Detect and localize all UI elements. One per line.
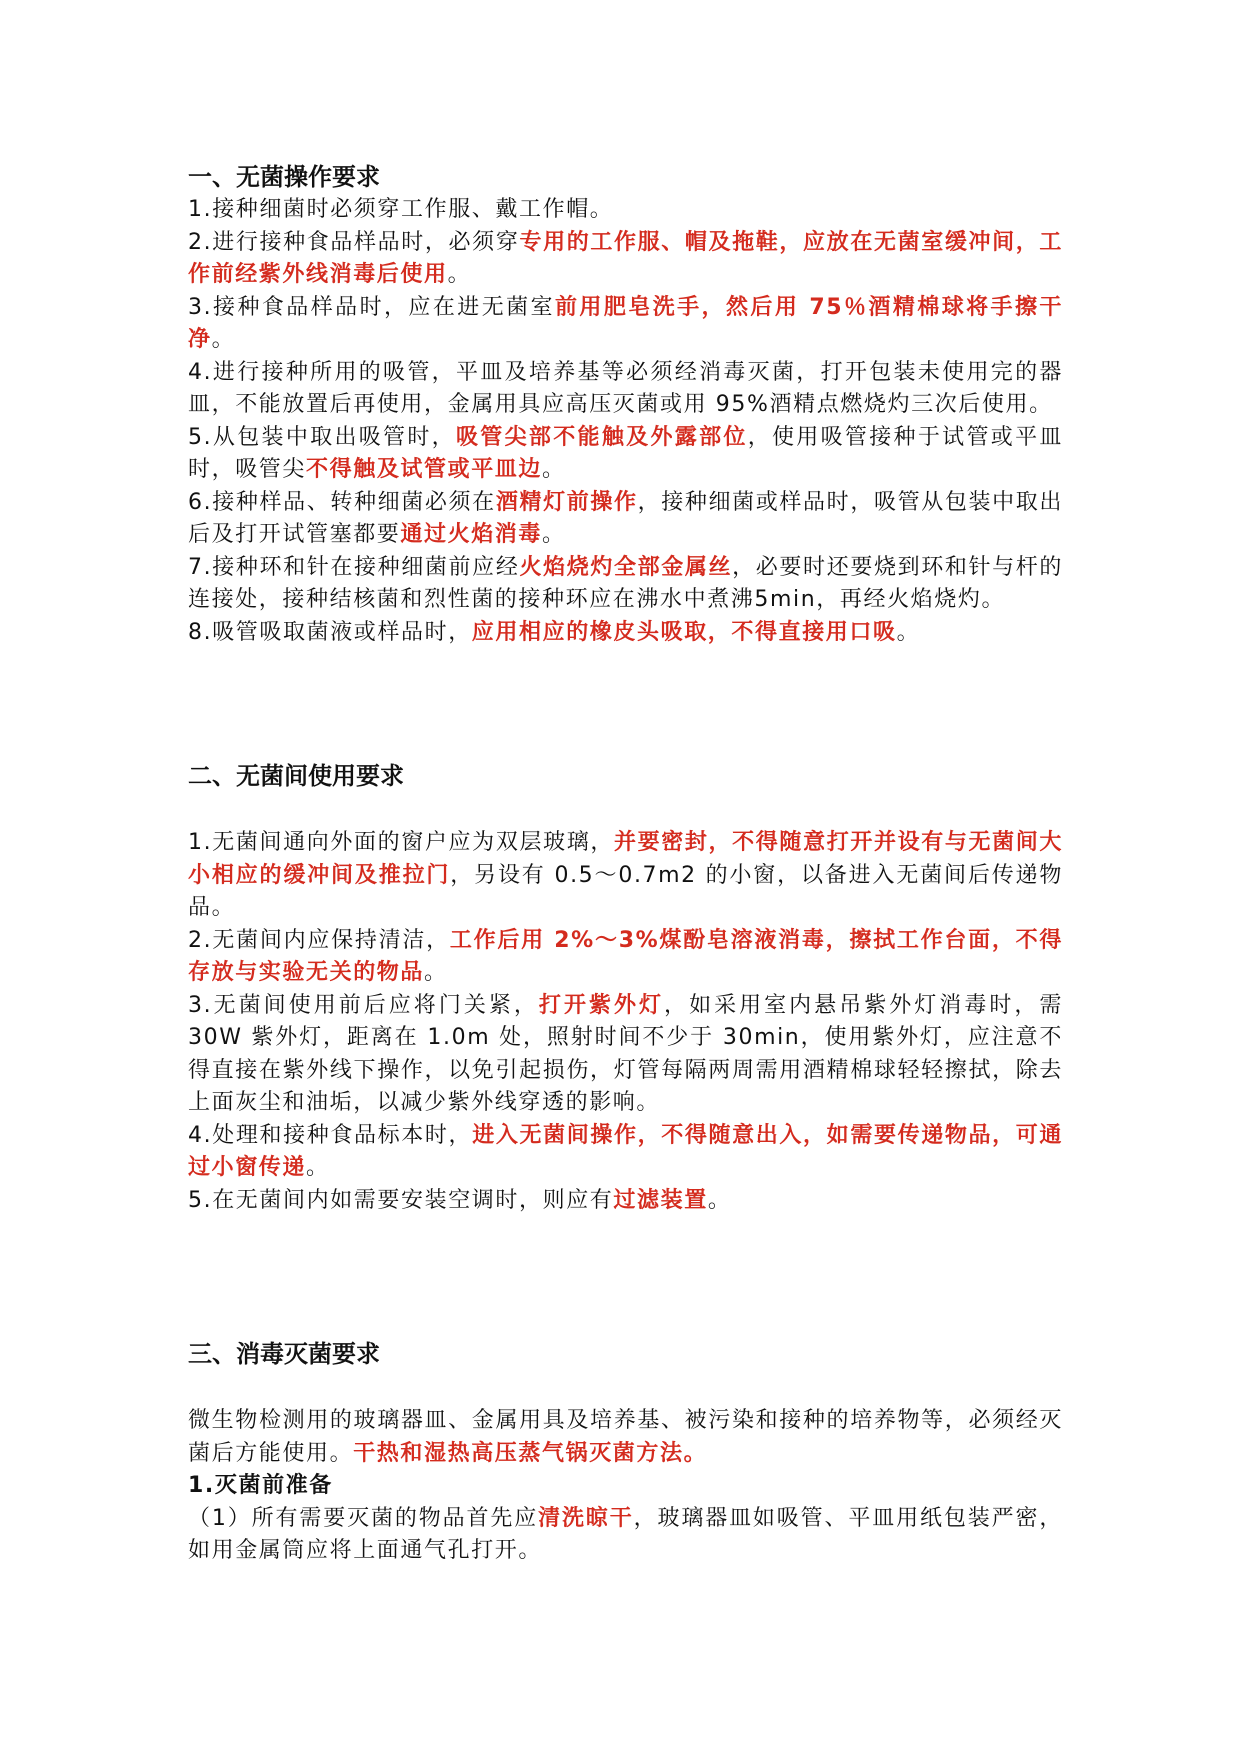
paragraph [188, 1405, 1063, 1470]
body-text: 。 [447, 262, 472, 287]
highlighted-text: 专用的工作服、帽及拖鞋，应放在无菌室缓冲间，工作前经紫外线消毒后使用 [188, 229, 1063, 287]
highlighted-text: 工作后用 2%～3%煤酚皂溶液消毒，擦拭工作台面，不得存放与实验无关的物品 [188, 927, 1063, 985]
paragraph [188, 925, 1063, 990]
section-3-subheading: 1.灭菌前准备 [188, 1473, 333, 1498]
body-text: 4.处理和接种食品标本时， [188, 1122, 473, 1148]
paragraph [188, 617, 1063, 650]
body-text: ，必要时还要烧到环和针与杆的连接处，接种结核菌和烈性菌的接种环应在沸水中煮沸5min，再经火焰烧灼。 [188, 554, 1063, 612]
body-text: 。 [424, 960, 448, 985]
body-text: ，玻璃器皿如吸管、平皿用纸包装严密，如用金属筒应将上面通气孔打开。 [188, 1505, 1063, 1563]
highlighted-text: 不得触及试管或平皿边 [306, 457, 543, 482]
paragraph [188, 552, 1063, 617]
body-text: ，另设有 0.5～0.7m2 的小窗，以备进入无菌间后传递物品。 [188, 862, 1064, 920]
paragraph [188, 990, 1063, 1120]
paragraph [188, 357, 1063, 422]
body-text: 1.无菌间通向外面的窗户应为双层玻璃， [188, 830, 614, 855]
section-2-title: 二、无菌间使用要求 [188, 762, 404, 790]
body-text: ，如采用室内悬吊紫外灯消毒时，需 30W 紫外灯，距离在 1.0m 处，照射时间不少于 30min，使用紫外灯，应注意不得直接在紫外线下操作，以免引起损伤，灯管每隔两周需用酒精棉球轻轻擦拭，除去上面灰尘和油垢，以减少紫外线穿透的影响。 [188, 992, 1063, 1115]
body-text: 。 [542, 457, 566, 482]
body-text: 3.无菌间使用前后应将门关紧， [188, 992, 539, 1018]
paragraph [188, 422, 1063, 487]
highlighted-text: 通过火焰消毒 [400, 522, 543, 547]
body-text: 。 [211, 327, 236, 352]
section-3-title: 三、消毒灭菌要求 [188, 1340, 380, 1368]
paragraph [188, 292, 1063, 357]
body-text: 6.接种样品、转种细菌必须在 [188, 489, 496, 515]
highlighted-text: 吸管尖部不能触及外露部位 [455, 424, 748, 450]
body-text: 。 [896, 619, 921, 645]
body-text: 8.吸管吸取菌液或样品时， [188, 619, 472, 645]
body-text: 。 [306, 1155, 330, 1180]
highlighted-text: 火焰烧灼全部金属丝 [519, 554, 733, 580]
highlighted-text: 前用肥皂洗手，然后用 75％酒精棉球将手擦干净 [188, 294, 1064, 352]
highlighted-text: 应用相应的橡皮头吸取，不得直接用口吸 [471, 619, 897, 645]
body-text: 1.接种细菌时必须穿工作服、戴工作帽。 [188, 197, 614, 222]
paragraph [188, 227, 1063, 292]
body-text: 2.无菌间内应保持清洁， [188, 927, 450, 953]
section-1-title: 一、无菌操作要求 [188, 163, 380, 191]
paragraph [188, 827, 1063, 925]
highlighted-text: 酒精灯前操作 [495, 489, 638, 515]
section-3-body-2 [188, 1503, 1063, 1568]
section-3-body [188, 1405, 1063, 1470]
body-text: 5.从包装中取出吸管时， [188, 424, 456, 450]
section-2-body [188, 827, 1063, 1217]
body-text: 3.接种食品样品时，应在进无菌室 [188, 294, 555, 320]
body-text: 2.进行接种食品样品时，必须穿 [188, 229, 520, 255]
body-text: 微生物检测用的玻璃器皿、金属用具及培养基、被污染和接种的培养物等，必须经灭菌后方能使用。 [188, 1408, 1063, 1466]
section-1-body [188, 194, 1063, 649]
highlighted-text: 干热和湿热高压蒸气锅灭菌方法。 [353, 1440, 708, 1466]
highlighted-text: 过滤装置 [613, 1187, 708, 1213]
paragraph [188, 487, 1063, 552]
body-text: （1）所有需要灭菌的物品首先应 [188, 1505, 539, 1531]
body-text: ，接种细菌或样品时，吸管从包装中取出后及打开试管塞都要 [188, 489, 1063, 547]
highlighted-text: 并要密封，不得随意打开并设有与无菌间大小相应的缓冲间及推拉门 [188, 830, 1063, 888]
body-text: 5.在无菌间内如需要安装空调时，则应有 [188, 1187, 614, 1213]
paragraph [188, 1120, 1063, 1185]
body-text: 。 [542, 522, 566, 547]
paragraph [188, 1185, 1063, 1218]
body-text: 。 [707, 1187, 732, 1213]
highlighted-text: 进入无菌间操作，不得随意出入，如需要传递物品，可通过小窗传递 [188, 1122, 1063, 1180]
highlighted-text: 清洗晾干 [538, 1505, 634, 1531]
paragraph [188, 194, 1063, 227]
highlighted-text: 打开紫外灯 [538, 992, 665, 1018]
body-text: 4.进行接种所用的吸管，平皿及培养基等必须经消毒灭菌，打开包装未使用完的器皿，不能放置后再使用，金属用具应高压灭菌或用 95%酒精点燃烧灼三次后使用。 [188, 359, 1063, 417]
paragraph [188, 1503, 1063, 1568]
body-text: 7.接种环和针在接种细菌前应经 [188, 554, 520, 580]
body-text: ，使用吸管接种于试管或平皿时，吸管尖 [188, 424, 1063, 482]
document-page [188, 160, 1063, 1568]
